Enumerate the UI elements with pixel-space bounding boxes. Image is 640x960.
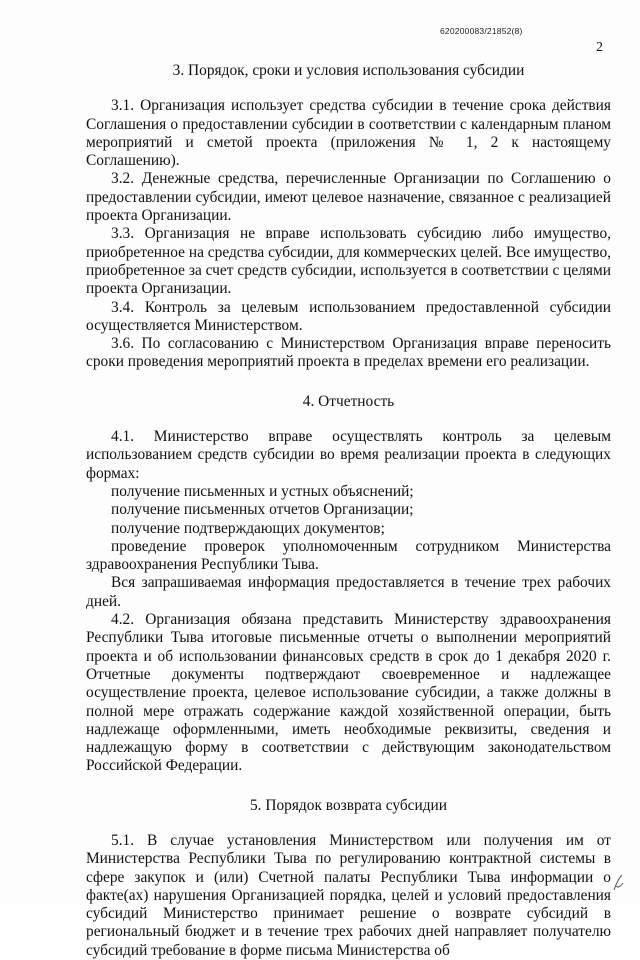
paragraph-5-1: 5.1. В случае установления Министерством или получения им от Министерства Республики Тыва по регулированию контрактной системы в сфере закупок и (или) Счетной палаты Республики Тыва информации о факте(ах) нарушения Организацией порядка, целей и условий предоставления субсидий Министерство принимает решение о возврате субсидий в региональный бюджет и в течение трех рабочих дней направляет получателю субсидий требование в форме письма Министерства об xyxy=(86,831,611,959)
section-3-heading: 3. Порядок, сроки и условия использования субсидии xyxy=(172,62,525,79)
section-5-heading: 5. Порядок возврата субсидии xyxy=(249,796,448,814)
list-item-explanations: получение письменных и устных объяснений; xyxy=(111,482,414,500)
paragraph-3-4: 3.4. Контроль за целевым использованием предоставленной субсидии осуществляется Министерством. xyxy=(86,298,611,334)
paragraph-3-6: 3.6. По согласованию с Министерством Организация вправе переносить сроки проведения мероприятий проекта в пределах времени его реализации. xyxy=(86,335,611,371)
paragraph-3-2: 3.2. Денежные средства, перечисленные Организации по Соглашению о предоставлении субсидии, имеют целевое назначение, связанное с реализацией проекта Организации. xyxy=(86,170,611,225)
paragraph-4-1: 4.1. Министерство вправе осуществлять контроль за целевым использованием средств субсидии во время реализации проекта в следующих формах: xyxy=(86,428,611,482)
document-body xyxy=(86,62,611,960)
paragraph-3-3: 3.3. Организация не вправе использовать субсидию либо имущество, приобретенное на средства субсидии, для коммерческих целей. Все имущество, приобретенное за счет средств субсидии, используется в соответствии с целями проекта Организации. xyxy=(86,225,611,298)
section-4-heading: 4. Отчетность xyxy=(302,392,395,410)
list-item-documents: получение подтверждающих документов; xyxy=(111,519,385,537)
list-item-reports: получение письменных отчетов Организации; xyxy=(111,501,414,519)
list-item-inspections: проведение проверок уполномоченным сотрудником Министерства здравоохранения Республики Тыва. xyxy=(86,537,611,574)
initials-mark-icon xyxy=(611,872,625,894)
document-code: 620200083/21852(8) xyxy=(440,26,523,36)
page-number: 2 xyxy=(596,40,603,55)
paragraph-3-1: 3.1. Организация использует средства субсидии в течение срока действия Соглашения о предоставлении субсидии в соответствии с календарным планом мероприятий и сметой проекта (приложения № 1, 2 к настоящему Соглашению). xyxy=(86,97,611,170)
paragraph-4-2: 4.2. Организация обязана представить Министерству здравоохранения Республики Тыва итоговые письменные отчеты о выполнении мероприятий проекта и об использовании финансовых средств в срок до 1 декабря 2020 г. Отчетные документы подтверждают своевременное и надлежащее осуществление проекта, целевое использование субсидии, а также должны в полной мере отражать содержание каждой хозяйственной операции, быть надлежаще оформленными, иметь необходимые реквизиты, сведения и надлежащую форму в соответствии с действующим законодательством Российской Федерации. xyxy=(86,611,611,775)
paragraph-4-1-info: Вся запрашиваемая информация предоставляется в течение трех рабочих дней. xyxy=(86,574,611,610)
